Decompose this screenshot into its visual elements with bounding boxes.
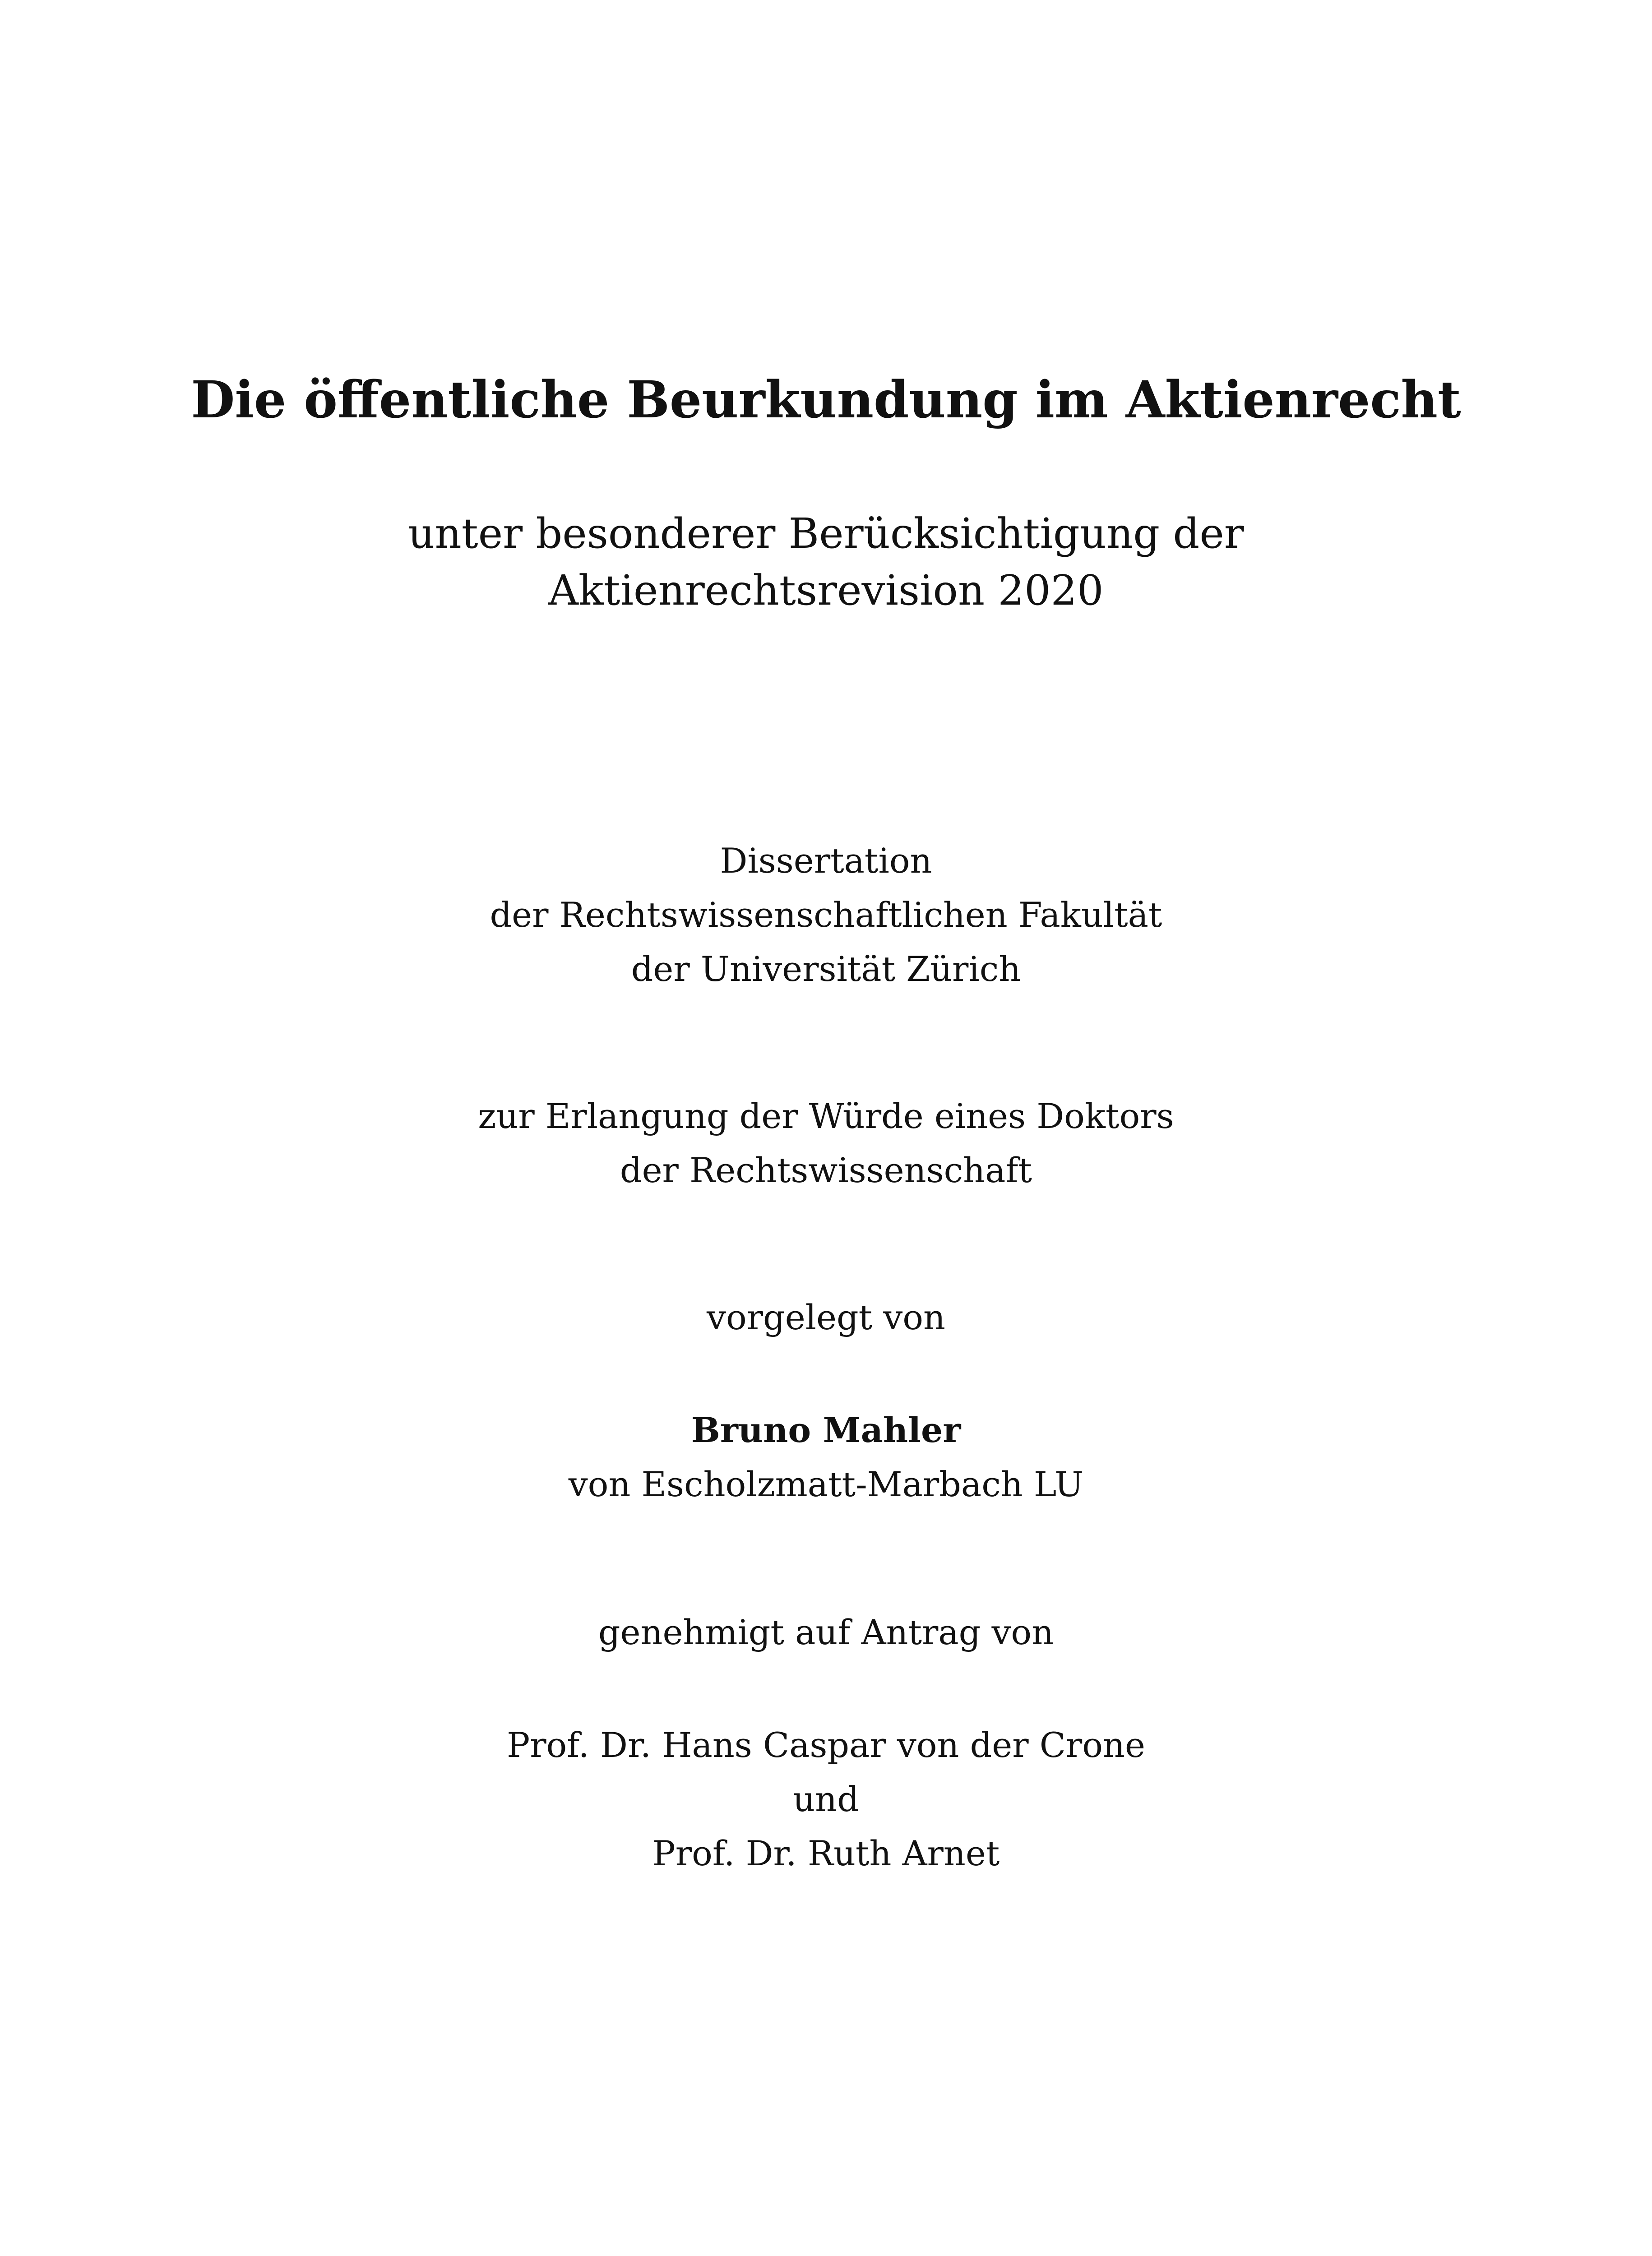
author-name: Bruno Mahler xyxy=(691,1410,961,1450)
author-origin: von Escholzmatt-Marbach LU xyxy=(568,1464,1084,1504)
approval-label: genehmigt auf Antrag von xyxy=(598,1612,1054,1652)
degree-line-2: der Rechtswissenschaft xyxy=(620,1150,1032,1190)
supervisor-2: Prof. Dr. Ruth Arnet xyxy=(652,1833,1000,1873)
subtitle-line-2: Aktienrechtsrevision 2020 xyxy=(548,566,1104,615)
submitted-by-label: vorgelegt von xyxy=(707,1297,945,1337)
university-line: der Universität Zürich xyxy=(631,949,1021,989)
faculty-line: der Rechtswissenschaftlichen Fakultät xyxy=(490,895,1162,935)
degree-line-1: zur Erlangung der Würde eines Doktors xyxy=(478,1096,1174,1136)
dissertation-label: Dissertation xyxy=(720,841,932,881)
document-title: Die öffentliche Beurkundung im Aktienrecht xyxy=(191,370,1461,430)
supervisor-connector: und xyxy=(793,1779,859,1819)
supervisor-1: Prof. Dr. Hans Caspar von der Crone xyxy=(507,1725,1145,1765)
subtitle-line-1: unter besonderer Berücksichtigung der xyxy=(408,509,1244,558)
